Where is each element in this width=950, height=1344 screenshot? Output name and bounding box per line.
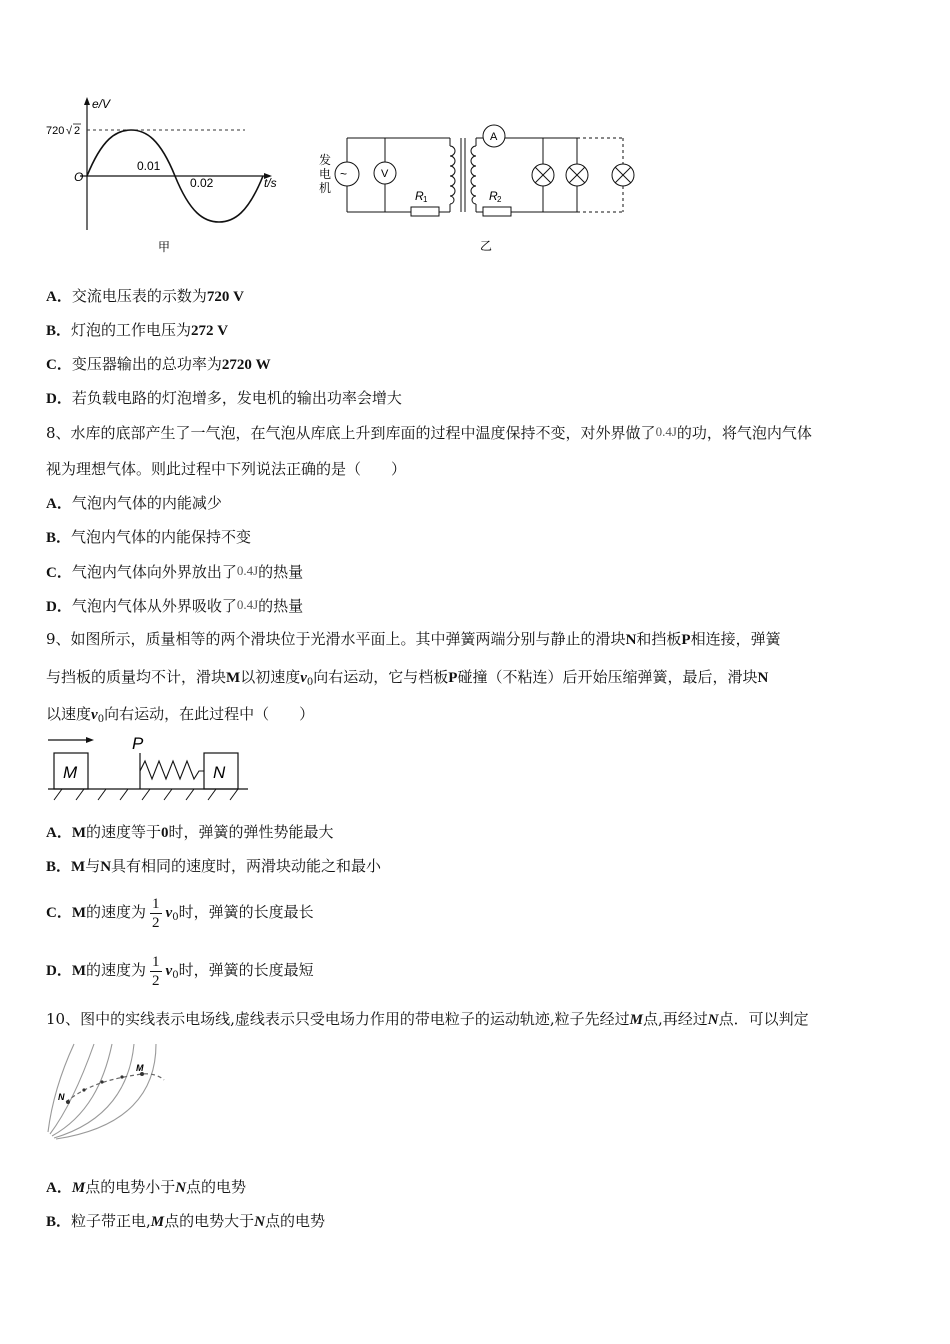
q7-option-b: B．灯泡的工作电压为272 V [46, 321, 229, 339]
q9-option-c: C．M的速度为 $\frac{1}{2}$ $v_0$时，弹簧的长度最长 [46, 895, 314, 931]
q10-option-a: A．M点的电势小于N点的电势 [46, 1178, 247, 1196]
circuit-caption: 乙 [480, 239, 493, 253]
q9-option-d: D．M的速度为 $\frac{1}{2}$ $v_0$时，弹簧的长度最短 [46, 953, 314, 989]
q9-stem-line3: 以速度$v_0$向右运动，在此过程中（ ） [46, 705, 315, 725]
fraction-one-half: $\frac{1}{2}$ [152, 953, 160, 989]
graph-caption: 甲 [158, 240, 171, 254]
q8-option-d: D．气泡内气体从外界吸收了0.4J的热量 [46, 597, 304, 615]
graph-y-label: e/V [92, 97, 111, 111]
q9-option-b: B．M与N具有相同的速度时，两滑块动能之和最小 [46, 857, 382, 875]
svg-text:M: M [63, 763, 78, 782]
svg-text:V: V [381, 168, 389, 180]
q8-option-c: C．气泡内气体向外界放出了0.4J的热量 [46, 563, 304, 581]
q9-stem-line1: 9、如图所示，质量相等的两个滑块位于光滑水平面上。其中弹簧两端分别与静止的滑块N和挡板P相连接，弹簧 [46, 630, 781, 648]
lamp-icon-3 [612, 164, 634, 186]
svg-text:R: R [415, 189, 424, 203]
lamp-icon-2 [566, 164, 588, 186]
svg-text:1: 1 [423, 195, 428, 204]
lamp-icon-1 [532, 164, 554, 186]
secondary-coil [471, 146, 476, 204]
graph-tick-002: 0.02 [190, 176, 214, 190]
resistor-r2 [483, 207, 511, 216]
generator-label-3: 机 [319, 181, 332, 195]
graph-peak-value: 720 [46, 125, 65, 137]
svg-text:N: N [58, 1092, 65, 1102]
svg-text:R: R [489, 189, 498, 203]
ground-hatch [54, 789, 238, 800]
q8-option-b: B．气泡内气体的内能保持不变 [46, 528, 252, 546]
primary-coil [450, 146, 455, 204]
q7-option-d: D．若负载电路的灯泡增多，发电机的输出功率会增大 [46, 389, 402, 407]
q8-stem-line2: 视为理想气体。则此过程中下列说法正确的是（ ） [46, 460, 407, 478]
svg-text:N: N [213, 763, 226, 782]
graph-x-label: t/s [264, 176, 277, 190]
generator-label-1: 发 [319, 153, 332, 167]
svg-text:~: ~ [340, 167, 348, 181]
point-n [66, 1100, 70, 1104]
q7-option-a: A．交流电压表的示数为720 V [46, 287, 244, 305]
spring [140, 761, 204, 779]
generator-label-2: 电 [319, 167, 332, 181]
graph-peak-radicand: 2 [74, 125, 81, 137]
q9-option-a: A．M的速度等于0时，弹簧的弹性势能最大 [46, 823, 334, 841]
svg-text:M: M [136, 1063, 144, 1073]
q8-option-a: A．气泡内气体的内能减少 [46, 494, 222, 512]
graph-origin-label: O [74, 170, 84, 184]
svg-text:P: P [132, 734, 144, 753]
q8-stem-line1: 8、水库的底部产生了一气泡，在气泡从库底上升到库面的过程中温度保持不变，对外界做了0.4J的功，将气泡内气体 [46, 424, 812, 442]
sine-voltage-graph [40, 95, 290, 260]
graph-y-arrow [84, 97, 90, 105]
resistor-r1 [411, 207, 439, 216]
svg-text:A: A [490, 131, 498, 143]
q10-stem-line1: 10、图中的实线表示电场线,虚线表示只受电场力作用的带电粒子的运动轨迹,粒子先经过M点,再经过N点．可以判定 [46, 1010, 809, 1028]
graph-tick-001: 0.01 [137, 159, 161, 173]
graph-peak-sqrt-sign: √ [66, 125, 73, 137]
q9-stem-line2: 与挡板的质量均不计，滑块M以初速度$v_0$向右运动，它与档板P碰撞（不粘连）后开始压缩弹簧，最后，滑块N [46, 668, 769, 688]
fraction-one-half: $\frac{1}{2}$ [152, 895, 160, 931]
spring-blocks-figure [44, 733, 254, 805]
svg-text:2: 2 [497, 195, 502, 204]
q7-option-c: C．变压器输出的总功率为2720 W [46, 355, 271, 373]
transformer-circuit [315, 120, 645, 255]
q10-option-b: B．粒子带正电,M点的电势大于N点的电势 [46, 1212, 326, 1230]
electric-field-figure [44, 1040, 174, 1140]
graph-sine-curve-2 [87, 130, 175, 176]
